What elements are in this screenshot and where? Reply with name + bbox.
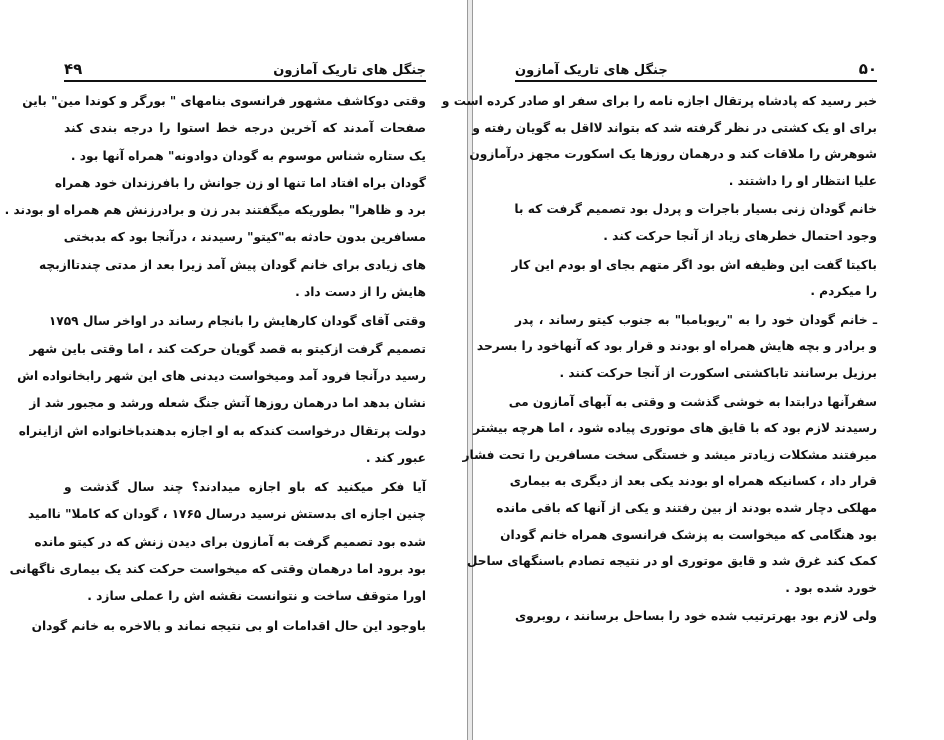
right-page-header: [515, 56, 877, 78]
text-line: دولت پرتقال درخواست کندکه به او اجازه بدهندباخانواده اش ازاینراه: [18, 423, 426, 438]
text-line: برای او یک کشتی در نظر گرفته شد که بتواند لااقل به گویان رفته و: [472, 120, 877, 135]
text-line: عبور کند .: [365, 450, 426, 465]
right-page: [441, 0, 944, 740]
text-line: برزیل برسانند تاباکشتی اسکورت از آنجا حرکت کنند .: [559, 365, 877, 380]
left-page-header: [64, 56, 426, 78]
text-line: خبر رسید که پادشاه پرتقال اجازه نامه را برای سفر او صادر کرده است و: [441, 94, 877, 108]
header-rule: [515, 80, 877, 82]
left-page-body: [4, 88, 426, 640]
text-line: های زیادی برای خانم گودان پیش آمد زیرا بعد از مدتی چندتاازبچه: [39, 257, 426, 272]
text-line: علیا انتظار او را داشتند .: [728, 173, 877, 188]
text-line: شوهرش را ملاقات کند و درهمان روزها یک اسکورت مجهز درآمازون: [469, 147, 877, 162]
text-line: مهلکی دچار شده بودند از بین رفتند و یکی از آنها که باقی مانده: [496, 500, 877, 515]
text-line: میرفتند مشکلات زیادتر میشد و خستگی سخت مسافرین را تحت فشار: [462, 447, 877, 462]
running-title: جنگل های تاریک آمازون: [273, 63, 426, 78]
text-line: هایش را از دست داد .: [295, 285, 426, 300]
text-line: صفحات آمدند که آخرین درجه خط استوا را درجه بندی کند: [64, 121, 426, 136]
left-page: [0, 0, 468, 740]
text-line: وجود احتمال خطرهای زیاد از آنجا حرکت کند .: [603, 228, 877, 243]
text-line: تصمیم گرفت ازکیتو به قصد گویان حرکت کند ، اما وقتی باین شهر: [29, 341, 426, 356]
header-rule: [64, 80, 426, 82]
text-line: یک ستاره شناس موسوم به گودان دوادونه" همراه آنها بود .: [70, 148, 426, 163]
text-line: وقتی آقای گودان کارهایش را بانجام رساند در اواخر سال ۱۷۵۹: [48, 314, 426, 329]
text-line: قرار داد ، کسانیکه همراه او بودند یکی بعد از دیگری به بیماری: [509, 474, 877, 489]
text-line: ـ خانم گودان خود را به "ریوبامبا" به جنوب کیتو رساند ، پدر: [515, 312, 877, 327]
text-line: وقتی دوکاشف مشهور فرانسوی بنامهای " بورگر و کوندا مین" باین: [22, 94, 426, 108]
text-line: خانم گودان زنی بسیار باجرات و پردل بود تصمیم گرفت که با: [514, 202, 877, 217]
text-line: ولی لازم بود بهرترتیب شده خود را بساحل برسانند ، روبروی: [515, 609, 877, 624]
text-line: نشان بدهد اما درهمان روزها آتش جنگ شعله ورشد و مجبور شد از: [29, 396, 426, 411]
text-line: باوجود این حال اقدامات او بی نتیجه نماند و بالاخره به خانم گودان: [31, 618, 426, 633]
text-line: اورا متوقف ساخت و نتوانست نقشه اش را عملی سازد .: [87, 589, 426, 604]
text-line: شده بود تصمیم گرفت به آمازون برای دیدن زنش که در کیتو مانده: [34, 534, 426, 549]
text-line: رسیدند لازم بود که با قایق های موتوری پیاده شود ، اما هرچه بیشتر: [473, 421, 877, 436]
text-line: رسید درآنجا فرود آمد ومیخواست دیدنی های این شهر رابخانواده اش: [17, 368, 426, 383]
text-line: مسافرین بدون حادثه به"کیتو" رسیدند ، درآنجا بود که بدبختی: [63, 230, 426, 245]
right-page-body: [441, 88, 877, 630]
text-line: بود برود اما درهمان وقتی که میخواست حرکت کند یک بیماری ناگهانی: [9, 562, 426, 577]
text-line: برد و ظاهرا" بطوریکه میگفتند بدر زن و برادرزنش هم همراه او بودند .: [4, 203, 426, 218]
text-line: و برادر و بچه هایش همراه او بودند و قرار بود که آنهاخود را بسرحد: [476, 339, 877, 354]
text-line: چنین اجازه ای بدستش نرسید درسال ۱۷۶۵ ، گودان که کاملا" ناامید: [28, 507, 426, 522]
text-line: باکیتا گفت این وظیفه اش بود اگر متهم بجای او بودم این کار: [511, 257, 877, 272]
text-line: کمک کند غرق شد و قایق موتوری او در نتیجه تصادم باسنگهای ساحل: [466, 554, 877, 569]
page-number: ۴۹: [64, 60, 83, 78]
text-line: خورد شده بود .: [785, 580, 877, 595]
text-line: سفرآنها درابتدا به خوشی گذشت و وقتی به آبهای آمازون می: [508, 394, 877, 409]
text-line: را میکردم .: [810, 284, 877, 299]
text-line: آیا فکر میکنید که باو اجازه میدادند؟ چند سال گذشت و: [64, 480, 426, 495]
running-title: جنگل های تاریک آمازون: [515, 63, 668, 78]
text-line: بود هنگامی که میخواست به پزشک فرانسوی همراه خانم گودان: [500, 527, 877, 542]
page-number: ۵۰: [858, 60, 877, 78]
text-line: گودان براه افتاد اما تنها او زن جوانش را بافرزندان خود همراه: [54, 175, 426, 190]
